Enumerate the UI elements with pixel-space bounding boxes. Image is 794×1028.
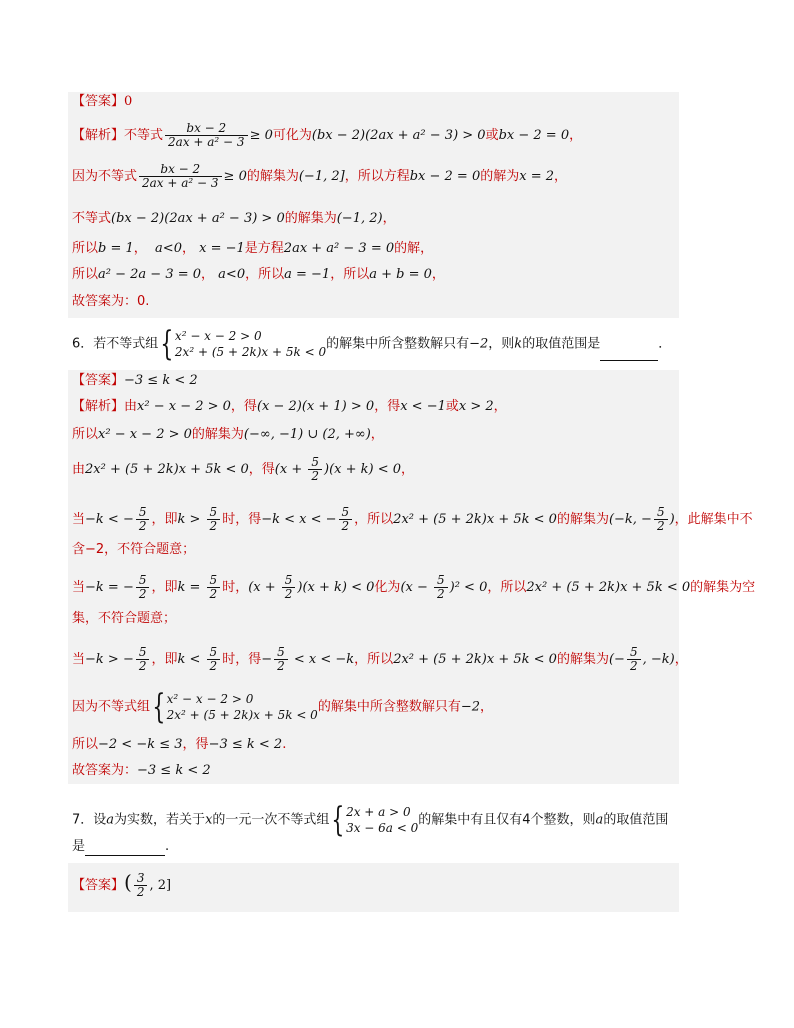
- text: 的解集中所含整数解只有: [317, 699, 461, 715]
- numerator: 5: [654, 506, 668, 520]
- analysis-line: [72, 456, 414, 483]
- denominator: 2: [277, 659, 285, 673]
- text: ，所以: [354, 512, 394, 527]
- question-7: [72, 800, 669, 840]
- numerator: 5: [207, 506, 221, 520]
- text: 或: [445, 399, 459, 414]
- math: < x < −k: [289, 652, 355, 667]
- analysis-line: [72, 736, 286, 754]
- math: (−1, 2]: [298, 169, 345, 184]
- text: .: [282, 737, 287, 752]
- question-text: .: [165, 839, 170, 854]
- analysis-line: [72, 687, 494, 727]
- text: 的解集为: [556, 512, 609, 527]
- question-text: 的取值范围是: [522, 336, 601, 352]
- question-text: ，则: [488, 336, 515, 352]
- text: 由: [124, 399, 138, 414]
- fraction: [308, 456, 322, 483]
- analysis-line: [72, 122, 582, 149]
- text: ，得: [230, 399, 257, 414]
- math: −k = −: [85, 580, 134, 595]
- math: 2ax + a² − 3 = 0: [283, 241, 395, 256]
- math: (x +: [274, 462, 307, 477]
- question-text: 的解集中所含整数解只有: [326, 336, 470, 352]
- text: 当: [72, 580, 86, 595]
- fraction: [274, 646, 288, 673]
- text: 不等式: [124, 128, 164, 143]
- answer-line: [72, 872, 171, 899]
- math: 2x² + (5 + 2k)x + 5k < 0: [85, 462, 249, 477]
- math: −2: [460, 699, 481, 715]
- fraction: [207, 646, 221, 673]
- brace: {: [160, 324, 174, 364]
- analysis-line: [72, 541, 195, 559]
- numerator: 5: [627, 646, 641, 660]
- question-text: 的一元一次不等式组: [212, 812, 330, 828]
- text: 的解集为: [246, 169, 299, 184]
- text: ，: [181, 241, 195, 256]
- analysis-line: [72, 266, 445, 284]
- text: 可化为: [272, 128, 312, 143]
- denominator: 2: [311, 469, 319, 483]
- system-row: 2x + a > 0: [346, 805, 411, 819]
- text: 的解集为: [191, 427, 244, 442]
- math: x² − x − 2 > 0: [137, 399, 231, 414]
- analysis-line: [72, 646, 688, 673]
- fraction: [207, 506, 221, 533]
- math: a² − 2a − 3 = 0: [98, 267, 202, 282]
- analysis-line: [72, 240, 433, 258]
- text: 或: [485, 128, 499, 143]
- question-text: 的解集中有且仅有4个整数，则: [418, 812, 596, 828]
- text: ，即: [151, 652, 178, 667]
- text: ，所以: [487, 580, 527, 595]
- question-text: 6．若不等式组: [72, 336, 159, 352]
- denominator: 2ax + a² − 3: [142, 176, 219, 190]
- math: x > 2: [458, 399, 494, 414]
- text: ，所以: [245, 267, 285, 282]
- math: )(x + k) < 0: [324, 462, 402, 477]
- text: 所以: [72, 737, 99, 752]
- text: ，得: [248, 462, 275, 477]
- text: 当: [72, 512, 86, 527]
- text: 由: [72, 462, 86, 477]
- numerator: bx − 2: [165, 122, 248, 136]
- math: a: [106, 812, 115, 828]
- text: 的解集为: [284, 211, 337, 226]
- denominator: 2: [629, 659, 638, 673]
- text: ，: [370, 427, 384, 442]
- answer-line: [72, 372, 198, 390]
- math: b = 1: [98, 241, 134, 256]
- math: )(x + k) < 0: [297, 580, 375, 595]
- math: ): [669, 512, 675, 527]
- math: −k < −: [85, 512, 134, 527]
- analysis-tag: 【解析】: [72, 128, 125, 143]
- answer-value: −3 ≤ k < 2: [124, 373, 198, 388]
- fraction: [282, 574, 296, 601]
- text: ，得: [182, 737, 209, 752]
- math: bx − 2 = 0: [409, 169, 481, 184]
- question-text: 的取值范围: [603, 812, 669, 828]
- text: 所以: [72, 241, 99, 256]
- text: 因为不等式组: [72, 699, 151, 715]
- math: (−k, −: [608, 512, 652, 527]
- denominator: 2: [138, 519, 147, 533]
- question-text: 7．设: [72, 812, 107, 828]
- denominator: 2: [437, 587, 445, 601]
- math: (: [124, 870, 132, 894]
- math: x = 2: [519, 169, 555, 184]
- math: (x +: [248, 580, 280, 595]
- math: −3 ≤ k < 2: [137, 763, 211, 778]
- denominator: 2: [138, 587, 147, 601]
- math: ≥ 0: [249, 128, 273, 143]
- answer-blank[interactable]: [600, 346, 658, 361]
- denominator: 2ax + a² − 3: [168, 135, 245, 149]
- text: 故答案为：: [72, 763, 138, 778]
- answer-blank[interactable]: [85, 841, 165, 856]
- text: 所以: [72, 267, 99, 282]
- math: 2x² + (5 + 2k)x + 5k < 0: [393, 512, 557, 527]
- question-6: [72, 324, 672, 364]
- math: , 2]: [149, 878, 172, 893]
- fraction: [339, 506, 353, 533]
- math: , −k): [642, 652, 675, 667]
- question-text: ．: [658, 336, 672, 352]
- answer-tag: 【答案】: [72, 373, 125, 388]
- math: −3 ≤ k < 2: [208, 737, 283, 752]
- fraction: [434, 574, 448, 601]
- text: ，: [674, 652, 688, 667]
- text: 时，得: [222, 512, 262, 527]
- denominator: 2: [209, 519, 218, 533]
- analysis-line: [72, 426, 384, 444]
- system-row: 3x − 6a < 0: [346, 821, 419, 835]
- fraction: [207, 574, 221, 601]
- fraction: [134, 872, 148, 899]
- text: 集，不符合题意；: [72, 611, 177, 626]
- text: ，: [569, 128, 583, 143]
- text: ，: [401, 462, 415, 477]
- text: ，即: [151, 580, 178, 595]
- text: 不等式: [72, 211, 112, 226]
- brace: {: [331, 800, 345, 840]
- fraction: [627, 646, 641, 673]
- math: )² < 0: [449, 580, 488, 595]
- text: ，此解集中不: [674, 512, 753, 527]
- answer-tag: 【答案】: [72, 94, 125, 109]
- question-7-cont: [72, 838, 169, 856]
- math: k: [514, 336, 523, 352]
- denominator: 2: [284, 587, 293, 601]
- denominator: 2: [209, 659, 218, 673]
- system-row: 2x² + (5 + 2k)x + 5k < 0: [174, 345, 327, 359]
- inequality-system: [167, 691, 318, 723]
- text: 时，: [222, 580, 249, 595]
- numerator: 5: [136, 574, 150, 588]
- text: 是方程: [244, 241, 284, 256]
- fraction: [654, 506, 668, 533]
- text: ，得: [374, 399, 401, 414]
- system-row: x² − x − 2 > 0: [174, 329, 262, 343]
- text: 的解集为: [556, 652, 609, 667]
- fraction: [136, 574, 150, 601]
- inequality-system: [346, 804, 418, 836]
- text: ，: [480, 699, 494, 715]
- math: 2x² + (5 + 2k)x + 5k < 0: [526, 580, 691, 595]
- brace: {: [152, 687, 166, 727]
- text: ，: [382, 211, 396, 226]
- text: ，即: [151, 512, 178, 527]
- answer-value: 0: [124, 94, 133, 109]
- math: ≥ 0: [223, 169, 247, 184]
- text: ，所以: [354, 652, 394, 667]
- math: (bx − 2)(2ax + a² − 3) > 0: [311, 128, 486, 143]
- math: (bx − 2)(2ax + a² − 3) > 0: [111, 211, 285, 226]
- text: ，: [493, 399, 507, 414]
- conclusion-line: [72, 762, 211, 780]
- numerator: 5: [274, 646, 288, 660]
- denominator: 2: [136, 885, 145, 899]
- text: 含−2，不符合题意；: [72, 542, 196, 557]
- analysis-line: [72, 163, 567, 190]
- numerator: 5: [207, 646, 221, 660]
- numerator: 5: [136, 646, 150, 660]
- math: x: [205, 812, 213, 828]
- text: 化为: [374, 580, 401, 595]
- math: 2x² + (5 + 2k)x + 5k < 0: [393, 652, 557, 667]
- denominator: 2: [209, 587, 218, 601]
- text: 故答案为：0.: [72, 294, 150, 309]
- analysis-line: [72, 610, 176, 628]
- numerator: 5: [339, 506, 353, 520]
- math: (x −: [400, 580, 432, 595]
- text: 的解集为空: [690, 580, 756, 595]
- answer-tag: 【答案】: [72, 878, 125, 893]
- analysis-line: [72, 398, 507, 416]
- numerator: 5: [207, 574, 221, 588]
- math: k <: [177, 652, 205, 667]
- analysis-tag: 【解析】: [72, 399, 125, 414]
- text: 所以: [72, 427, 99, 442]
- fraction: [136, 646, 150, 673]
- text: 因为不等式: [72, 169, 138, 184]
- question-text: 是: [72, 839, 86, 854]
- text: ，: [554, 169, 568, 184]
- fraction: [139, 163, 222, 190]
- math: a: [595, 812, 604, 828]
- text: 的解，: [394, 241, 434, 256]
- system-row: x² − x − 2 > 0: [166, 692, 254, 706]
- fraction: [136, 506, 150, 533]
- analysis-line: [72, 574, 755, 601]
- math: −k < x < −: [261, 512, 337, 527]
- math: k =: [177, 580, 205, 595]
- math: a + b = 0: [369, 267, 432, 282]
- numerator: 5: [136, 506, 150, 520]
- math: k >: [177, 512, 205, 527]
- question-text: 为实数，若关于: [114, 812, 206, 828]
- answer-line: [72, 93, 132, 111]
- denominator: 2: [138, 659, 147, 673]
- math: (x − 2)(x + 1) > 0: [256, 399, 375, 414]
- inequality-system: [175, 328, 326, 360]
- math: a<0: [155, 241, 182, 256]
- numerator: 5: [434, 574, 448, 588]
- numerator: 3: [134, 872, 148, 886]
- analysis-line: [72, 210, 396, 228]
- numerator: 5: [282, 574, 296, 588]
- text: ，: [431, 267, 445, 282]
- math: (−∞, −1) ∪ (2, +∞): [243, 427, 371, 442]
- math: x² − x − 2 > 0: [98, 427, 192, 442]
- text: ，所以: [330, 267, 370, 282]
- analysis-line: [72, 506, 753, 533]
- numerator: bx − 2: [139, 163, 222, 177]
- text: 当: [72, 652, 86, 667]
- math: (−: [608, 652, 625, 667]
- conclusion-line: [72, 293, 149, 311]
- fraction: [165, 122, 248, 149]
- math: a = −1: [284, 267, 331, 282]
- math: −: [261, 652, 273, 667]
- text: 的解为: [480, 169, 520, 184]
- math: (−1, 2): [336, 211, 383, 226]
- math: a<0: [218, 267, 246, 282]
- math: −2 < −k ≤ 3: [98, 737, 183, 752]
- math: bx − 2 = 0: [498, 128, 570, 143]
- math: x < −1: [400, 399, 446, 414]
- text: 时，得: [222, 652, 262, 667]
- denominator: 2: [656, 519, 665, 533]
- text: ，所以方程: [344, 169, 410, 184]
- denominator: 2: [341, 519, 350, 533]
- math: −2: [469, 336, 489, 352]
- text: ，: [133, 241, 147, 256]
- math: −k > −: [85, 652, 134, 667]
- numerator: 5: [308, 456, 322, 470]
- text: ，: [201, 267, 215, 282]
- math: x = −1: [199, 241, 245, 256]
- system-row: 2x² + (5 + 2k)x + 5k < 0: [166, 708, 318, 722]
